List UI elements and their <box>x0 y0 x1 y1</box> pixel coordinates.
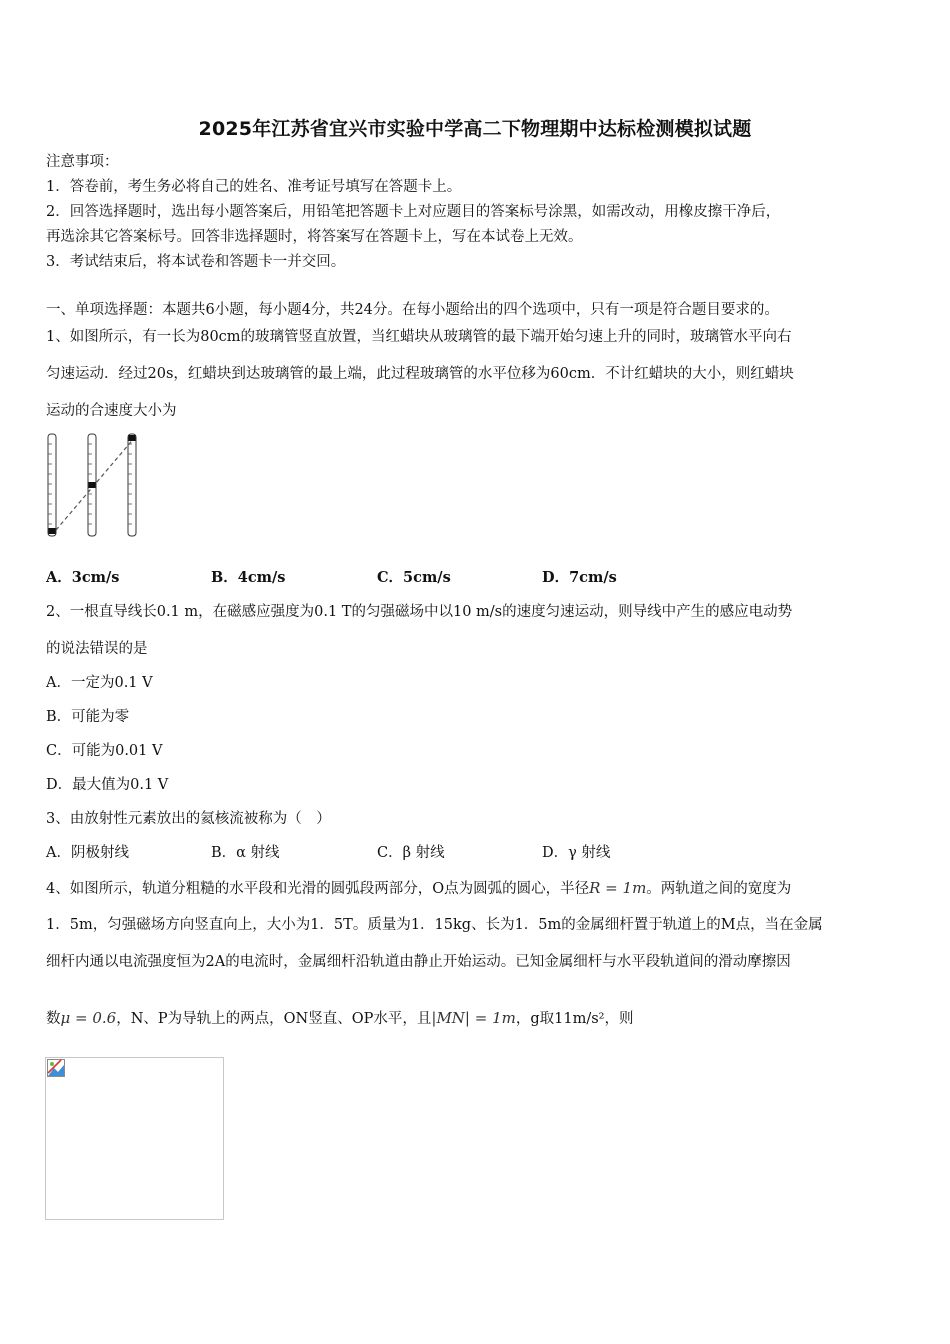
tube-1 <box>48 434 56 536</box>
q3-option-d: D．γ 射线 <box>542 845 611 861</box>
q2-option-b: B．可能为零 <box>46 709 130 725</box>
notice-heading: 注意事项： <box>46 154 119 170</box>
notice-item-2b: 再选涂其它答案标号。回答非选择题时，将答案写在答题卡上，写在本试卷上无效。 <box>46 229 583 245</box>
wax-block-start <box>49 528 56 534</box>
q1-line-3: 运动的合速度大小为 <box>46 403 177 419</box>
q3-option-c: C．β 射线 <box>377 845 445 861</box>
q2-option-a: A．一定为0.1 V <box>46 675 153 691</box>
section-heading: 一、单项选择题：本题共6小题，每小题4分，共24分。在每小题给出的四个选项中，只有一项是符合题目要求的。 <box>46 302 779 318</box>
friction-formula: μ = 0.6 <box>60 1009 117 1027</box>
q3-line-1: 3、由放射性元素放出的氦核流被称为（ ） <box>46 811 331 827</box>
q3-option-a: A．阴极射线 <box>46 845 129 861</box>
q1-option-b: B．4cm/s <box>211 569 286 586</box>
missing-figure-placeholder <box>45 1057 224 1220</box>
q4-line-4-text-b: ，N、P为导轨上的两点，ON竖直、OP水平，且 <box>116 1011 432 1027</box>
q4-line-2: 1．5m，匀强磁场方向竖直向上，大小为1．5T。质量为1．15kg、长为1．5m的金属细杆置于轨道上的M点，当在金属 <box>46 917 823 933</box>
q4-line-1 <box>46 878 791 899</box>
q2-option-c: C．可能为0.01 V <box>46 743 163 759</box>
tube-3 <box>128 434 136 536</box>
q4-line-4-text-c: ，g取11m/s²，则 <box>515 1011 634 1027</box>
glass-tube-figure <box>40 430 150 540</box>
q1-option-a: A．3cm/s <box>46 569 120 586</box>
q4-line-4 <box>46 1008 633 1029</box>
q1-option-d: D．7cm/s <box>542 569 617 586</box>
wax-block-middle <box>89 482 96 488</box>
q4-line-1-text-a: 4、如图所示，轨道分粗糙的水平段和光滑的圆弧段两部分，O点为圆弧的圆心，半径 <box>46 881 590 897</box>
q3-option-b: B．α 射线 <box>211 845 280 861</box>
q2-option-d: D．最大值为0.1 V <box>46 777 169 793</box>
page-title: 2025年江苏省宜兴市实验中学高二下物理期中达标检测模拟试题 <box>198 118 752 140</box>
q4-line-3: 细杆内通以电流强度恒为2A的电流时，金属细杆沿轨道由静止开始运动。已知金属细杆与水平段轨道间的滑动摩擦因 <box>46 954 791 970</box>
q4-line-4-text-a: 数 <box>46 1011 61 1027</box>
notice-item-3: 3．考试结束后，将本试卷和答题卡一并交回。 <box>46 254 346 270</box>
q1-line-1: 1、如图所示，有一长为80cm的玻璃管竖直放置，当红蜡块从玻璃管的最下端开始匀速上升的同时，玻璃管水平向右 <box>46 329 792 345</box>
q2-line-1: 2、一根直导线长0.1 m，在磁感应强度为0.1 T的匀强磁场中以10 m/s的速度匀速运动，则导线中产生的感应电动势 <box>46 604 793 620</box>
q2-line-2: 的说法错误的是 <box>46 641 148 657</box>
broken-image-icon <box>47 1059 65 1077</box>
notice-item-2a: 2．回答选择题时，选出每小题答案后，用铅笔把答题卡上对应题目的答案标号涂黑，如需改动，用橡皮擦干净后， <box>46 204 781 220</box>
radius-formula: R = 1m <box>589 879 647 897</box>
q1-option-c: C．5cm/s <box>377 569 451 586</box>
wax-block-end <box>129 435 136 441</box>
q4-line-1-text-b: 。两轨道之间的宽度为 <box>646 881 792 897</box>
notice-item-1: 1．答卷前，考生务必将自己的姓名、准考证号填写在答题卡上。 <box>46 179 462 195</box>
mn-formula: |MN| = 1m <box>431 1009 516 1027</box>
q1-line-2: 匀速运动．经过20s，红蜡块到达玻璃管的最上端，此过程玻璃管的水平位移为60cm．不计红蜡块的大小，则红蜡块 <box>46 366 794 382</box>
